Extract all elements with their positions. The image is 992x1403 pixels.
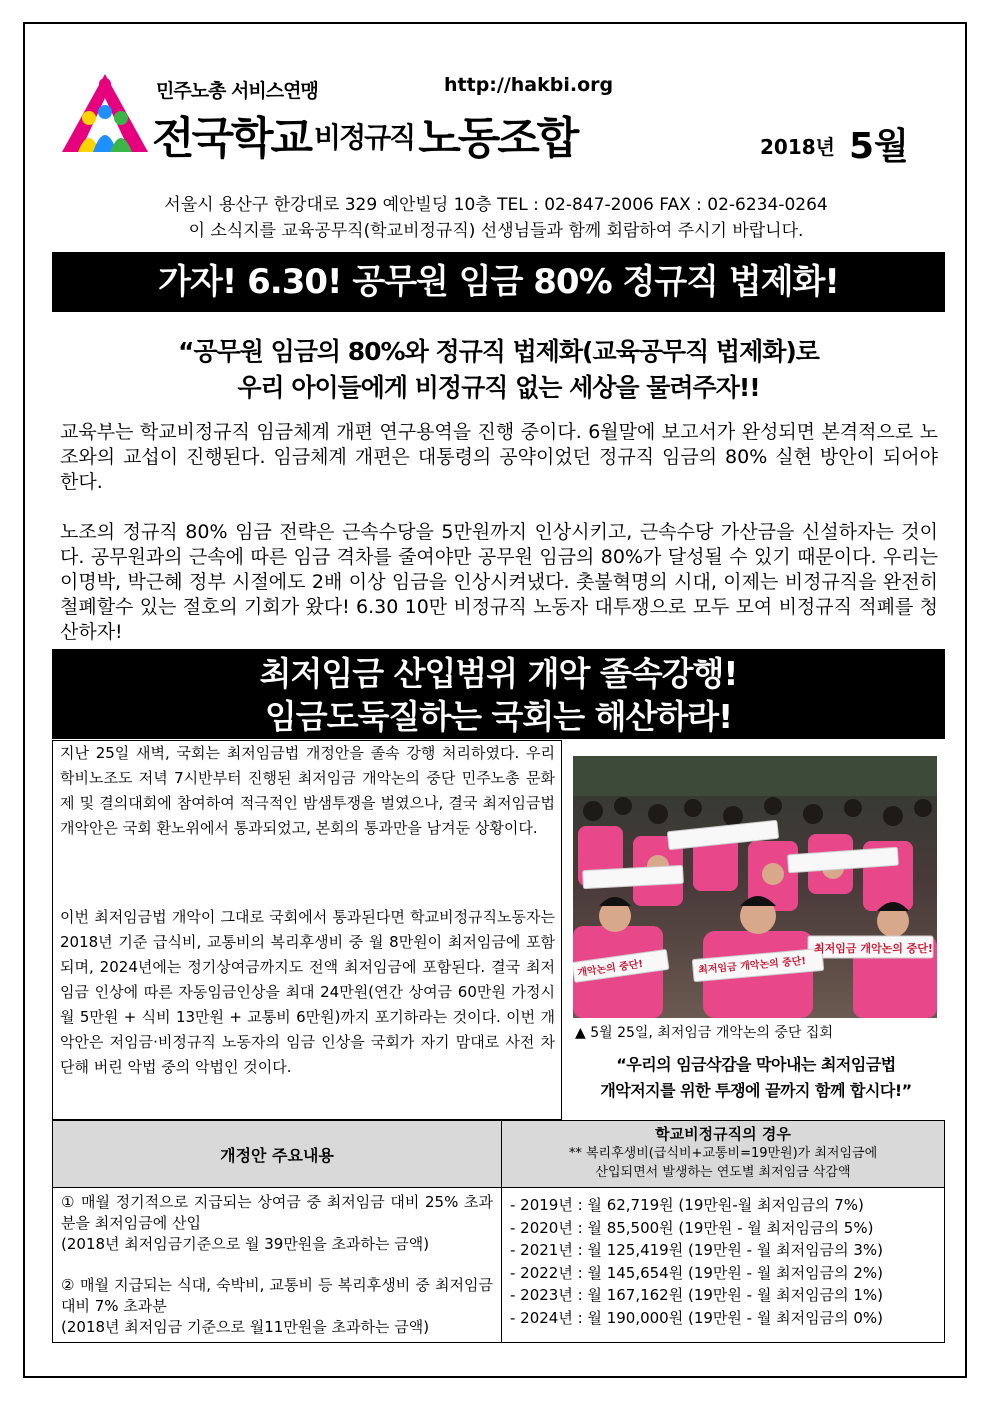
- list-item: - 2022년 : 월 145,654원 (19만원 - 월 최저임금의 2%): [510, 1263, 883, 1282]
- amendment-item: ② 매월 지급되는 식대, 숙박비, 교통비 등 복리후생비 중 최저임금 대비 7% 초과분: [61, 1276, 493, 1315]
- union-name-part-b: 비정규직: [314, 121, 415, 154]
- photo-caption: ▲ 5월 25일, 최저임금 개악논의 중단 집회: [575, 1025, 833, 1041]
- article-paragraph: 교육부는 학교비정규직 임금체계 개편 연구용역을 진행 중이다. 6월말에 보고서가 완성되면 본격적으로 노조와의 교섭이 진행된다. 임금체계 개편은 대통령의 공약이었던 정규직 임금의 80% 실현 방안이 되어야 한다.: [60, 421, 938, 493]
- list-item: - 2024년 : 월 190,000원 (19만원 - 월 최저임금의 0%): [510, 1308, 883, 1327]
- rally-sign-text: 최저임금 개악논의 중단!: [814, 942, 933, 955]
- union-name-part-c: 노동조합: [418, 113, 577, 164]
- banner-line: 임금도둑질하는 국회는 해산하라!: [264, 697, 733, 736]
- amendment-item-note: (2018년 최저임금기준으로 월 39만원을 초과하는 금액): [61, 1235, 430, 1253]
- article-paragraph: 지난 25일 새벽, 국회는 최저임금법 개정안을 졸속 강행 처리하였다. 우리 학비노조도 저녁 7시반부터 진행된 최저임금 개악논의 중단 민주노총 문화제 및 결의대회에 참여하여 적극적인 밤샘투쟁을 벌였으나, 결국 최저임금법 개악안은 국회 환노위에서 통과되었고, 본회의 통과만을 남겨둔 상황이다.: [60, 744, 555, 837]
- table-header-note: 산입되면서 발생하는 연도별 최저임금 삭감액: [595, 1165, 851, 1180]
- circulation-notice: 이 소식지를 교육공무직(학교비정규직) 선생님들과 함께 회람하여 주시기 바랍니다.: [188, 221, 804, 241]
- list-item: - 2019년 : 월 62,719원 (19만원-월 최저임금의 7%): [510, 1196, 864, 1214]
- amendment-item-note: (2018년 최저임금 기준으로 월11만원을 초과하는 금액): [61, 1318, 430, 1336]
- wage-cut-list: [502, 1188, 945, 1343]
- quote-line: “공무원 임금의 80%와 정규직 법제화(교육공무직 법제화)로: [178, 337, 819, 366]
- quote-line: 우리 아이들에게 비정규직 없는 세상을 물려주자!!: [237, 373, 760, 402]
- issue-month: 5월: [848, 126, 909, 167]
- website-url: http://hakbi.org: [444, 74, 614, 96]
- list-item: - 2021년 : 월 125,419원 (19만원 - 월 최저임금의 3%): [510, 1241, 883, 1259]
- issue-date: [760, 118, 909, 169]
- table-header-row: [53, 1121, 945, 1188]
- table-header-title: 학교비정규직의 경우: [655, 1125, 791, 1143]
- union-subtitle: 민주노총 서비스연맹: [156, 80, 318, 102]
- table-header-right: [502, 1121, 945, 1188]
- rally-sign-text: 개악논의 중단!: [576, 958, 644, 979]
- article-paragraph: 노조의 정규직 80% 임금 전략은 근속수당을 5만원까지 인상시키고, 근속수당 가산금을 신설하자는 것이다. 공무원과의 근속에 따른 임금 격차를 줄여야만 공무원 임금의 80%가 달성될 수 있기 때문이다. 우리는 이명박, 박근혜 정부 시절에도 2배 이상 임금을 인상시켜냈다. 촛불혁명의 시대, 이제는 비정규직을 완전히 철폐할수 있는 절호의 기회가 왔다! 6.30 10만 비정규직 노동자 대투쟁으로 모두 모여 비정규직 적폐를 청산하자!: [60, 521, 938, 643]
- table-header-left: 개정안 주요내용: [53, 1121, 502, 1188]
- amendment-contents: [53, 1188, 502, 1343]
- table-header-note: ** 복리후생비(급식비+교통비=19만원)가 최저임금에: [568, 1146, 878, 1161]
- amendment-item: ① 매월 정기적으로 지급되는 상여금 중 최저임금 대비 25% 초과분을 최저임금에 산입: [61, 1193, 493, 1232]
- list-item: - 2023년 : 월 167,162원 (19만원 - 월 최저임금의 1%): [510, 1286, 883, 1304]
- headline-banner-2: [52, 649, 945, 739]
- union-name: [152, 102, 576, 166]
- address-line: 서울시 용산구 한강대로 329 예안빌딩 10층 TEL : 02-847-2006 FAX : 02-6234-0264: [164, 195, 828, 215]
- quote-line: 개악저지를 위한 투쟁에 끝까지 함께 합시다!”: [600, 1081, 912, 1100]
- amendment-summary-table: [52, 1120, 945, 1343]
- article-paragraph: 이번 최저임금법 개악이 그대로 국회에서 통과된다면 학교비정규직노동자는 2018년 기준 급식비, 교통비의 복리후생비 중 월 8만원이 최저임금에 포함되며, 2024년에는 정기상여금까지도 전액 최저임금에 포함된다. 결국 최저임금 인상에 따른 자동임금인상을 최대 24만원(연간 상여금 60만원 가정시 월 5만원 + 식비 13만원 + 교통비 6만원)까지 포기하라는 것이다. 이번 개악안은 저임금·비정규직 노동자의 임금 인상을 국회가 자기 맘대로 사전 차단해 버린 악법 중의 악법인 것이다.: [60, 908, 555, 1076]
- rally-photo: [573, 756, 937, 1018]
- banner-line: 최저임금 산입범위 개악 졸속강행!: [259, 654, 738, 693]
- quote-line: “우리의 임금삭감을 막아내는 최저임금법: [616, 1055, 896, 1074]
- list-item: - 2020년 : 월 85,500원 (19만원 - 월 최저임금의 5%): [510, 1218, 874, 1237]
- headline-banner-1: 가자! 6.30! 공무원 임금 80% 정규직 법제화!: [52, 252, 945, 312]
- union-logo-icon: [60, 72, 150, 154]
- campaign-quote: [566, 1052, 946, 1104]
- union-name-part-a: 전국학교: [152, 113, 311, 164]
- table-row: [53, 1188, 945, 1343]
- issue-year: 2018년: [760, 135, 835, 159]
- rally-sign-text: 최저임금 개악논의 중단!: [697, 955, 807, 977]
- headline-quote-1: [52, 334, 945, 406]
